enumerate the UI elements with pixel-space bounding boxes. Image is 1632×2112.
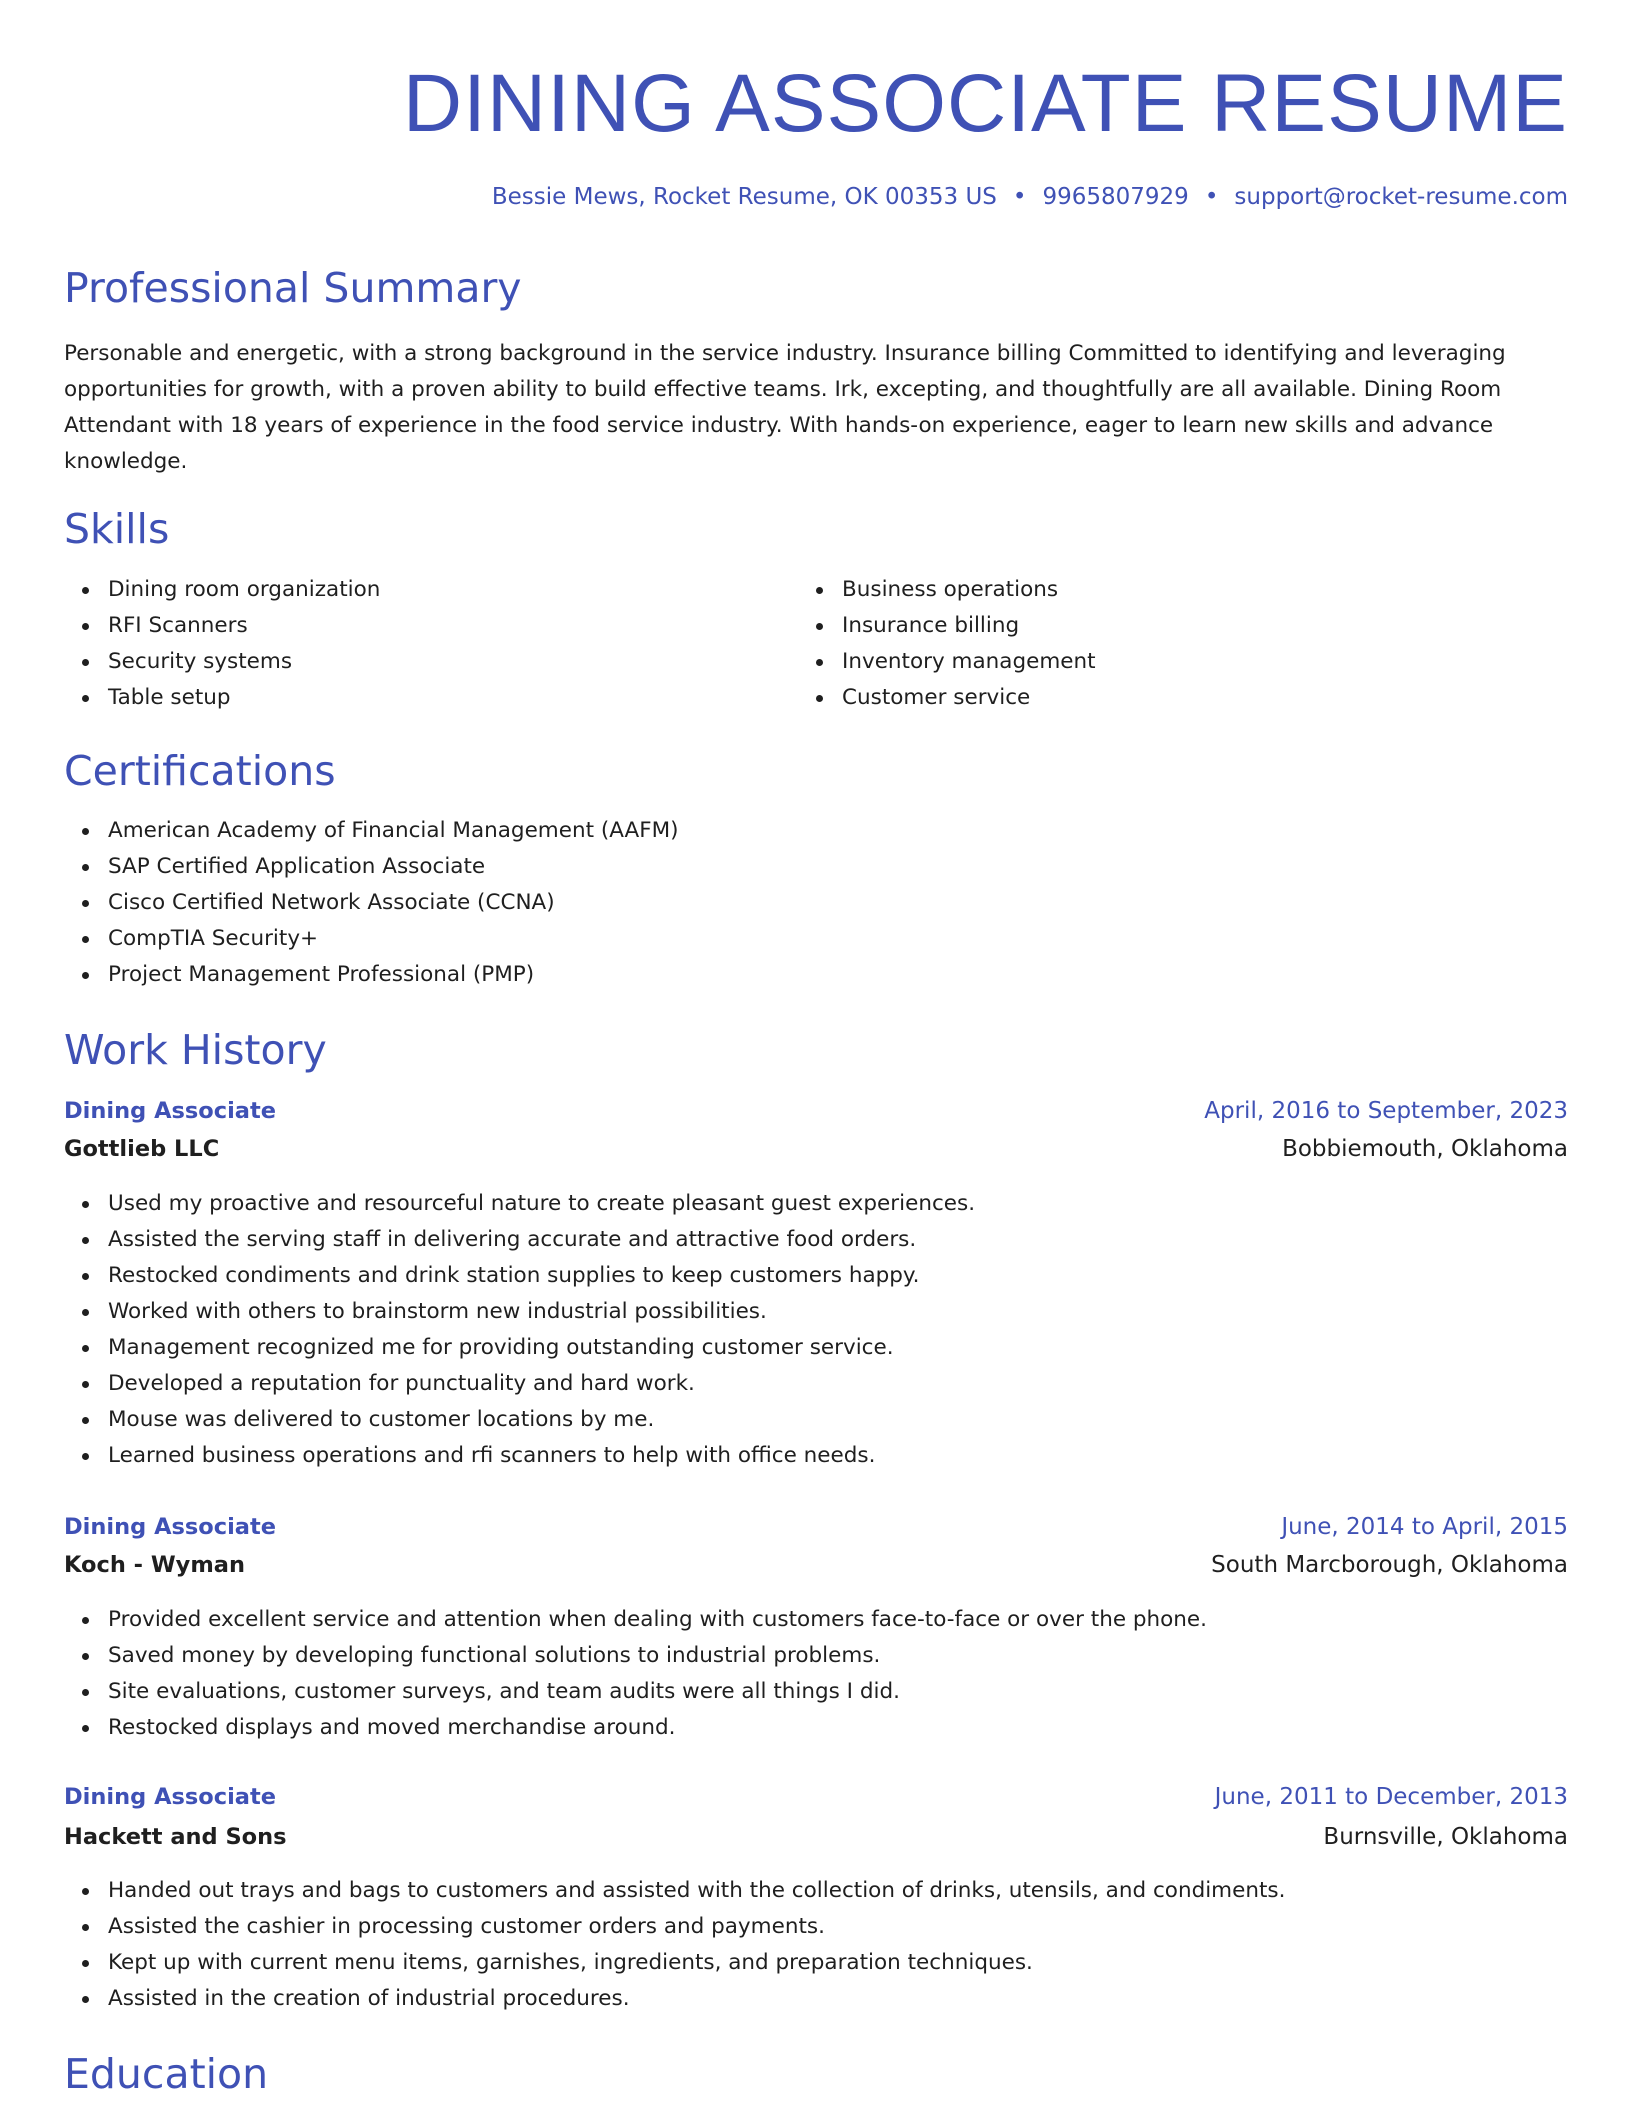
resume-title: DINING ASSOCIATE RESUME	[402, 58, 1568, 149]
skill-item: Inventory management	[842, 644, 1096, 680]
certification-item: American Academy of Financial Management (AAFM)	[108, 813, 679, 849]
contact-separator: •	[1204, 184, 1219, 210]
contact-address: Bessie Mews, Rocket Resume, OK 00353 US	[491, 184, 997, 210]
certifications-list	[64, 813, 679, 993]
job-duty-item: Mouse was delivered to customer locations by me.	[108, 1402, 975, 1438]
job-location: Burnsville, Oklahoma	[1323, 1824, 1568, 1850]
job-dates: June, 2011 to December, 2013	[1214, 1784, 1568, 1810]
skills-list-right	[798, 572, 1096, 716]
job-company: Gottlieb LLC	[64, 1136, 220, 1162]
job-duty-item: Provided excellent service and attention when dealing with customers face-to-face or over the phone.	[108, 1602, 1207, 1638]
job-duty-item: Site evaluations, customer surveys, and team audits were all things I did.	[108, 1674, 1207, 1710]
summary-heading: Professional Summary	[64, 264, 522, 312]
contact-line	[492, 180, 1568, 214]
job-dates: April, 2016 to September, 2023	[1204, 1098, 1568, 1124]
summary-text: Personable and energetic, with a strong background in the service industry. Insurance billing Committed to identifying and leveraging opportunities for growth, with a proven ability to build effective teams. Irk, excepting, and thoughtfully are all available. Dining Room Attendant with 18 years of experience in the food service industry. With hands-on experience, eager to learn new skills and advance knowledge.	[64, 341, 1506, 474]
work-history-heading: Work History	[64, 1026, 327, 1074]
skills-heading: Skills	[64, 505, 170, 553]
certification-item: CompTIA Security+	[108, 921, 679, 957]
skills-list-left	[64, 572, 380, 716]
skill-item: Insurance billing	[842, 608, 1096, 644]
job-company: Koch - Wyman	[64, 1552, 245, 1578]
job-title: Dining Associate	[64, 1514, 276, 1540]
job-duty-item: Worked with others to brainstorm new industrial possibilities.	[108, 1294, 975, 1330]
skill-item: RFI Scanners	[108, 608, 380, 644]
job-duties-list	[64, 1873, 1285, 2017]
contact-separator: •	[1012, 184, 1027, 210]
skill-item: Table setup	[108, 680, 380, 716]
job-duties-list	[64, 1602, 1207, 1746]
job-duty-item: Assisted in the creation of industrial procedures.	[108, 1981, 1285, 2017]
skill-item: Business operations	[842, 572, 1096, 608]
certification-item: Project Management Professional (PMP)	[108, 957, 679, 993]
job-dates: June, 2014 to April, 2015	[1281, 1514, 1568, 1540]
job-company: Hackett and Sons	[64, 1824, 287, 1850]
education-heading: Education	[64, 2050, 269, 2098]
contact-phone: 9965807929	[1042, 184, 1189, 210]
job-duty-item: Saved money by developing functional solutions to industrial problems.	[108, 1638, 1207, 1674]
job-duty-item: Developed a reputation for punctuality and hard work.	[108, 1366, 975, 1402]
job-duty-item: Kept up with current menu items, garnishes, ingredients, and preparation techniques.	[108, 1945, 1285, 1981]
job-duty-item: Assisted the serving staff in delivering accurate and attractive food orders.	[108, 1222, 975, 1258]
skill-item: Security systems	[108, 644, 380, 680]
job-title: Dining Associate	[64, 1098, 276, 1124]
skill-item: Dining room organization	[108, 572, 380, 608]
certification-item: SAP Certified Application Associate	[108, 849, 679, 885]
job-duties-list	[64, 1186, 975, 1474]
job-duty-item: Assisted the cashier in processing customer orders and payments.	[108, 1909, 1285, 1945]
job-location: South Marcborough, Oklahoma	[1211, 1552, 1568, 1578]
certifications-heading: Certifications	[64, 747, 336, 795]
job-duty-item: Used my proactive and resourceful nature to create pleasant guest experiences.	[108, 1186, 975, 1222]
contact-email[interactable]: support@rocket-resume.com	[1234, 184, 1568, 210]
job-duty-item: Learned business operations and rfi scanners to help with office needs.	[108, 1438, 975, 1474]
job-duty-item: Restocked displays and moved merchandise around.	[108, 1710, 1207, 1746]
job-title: Dining Associate	[64, 1784, 276, 1810]
job-duty-item: Handed out trays and bags to customers and assisted with the collection of drinks, utensils, and condiments.	[108, 1873, 1285, 1909]
job-duty-item: Management recognized me for providing outstanding customer service.	[108, 1330, 975, 1366]
job-duty-item: Restocked condiments and drink station supplies to keep customers happy.	[108, 1258, 975, 1294]
certification-item: Cisco Certified Network Associate (CCNA)	[108, 885, 679, 921]
skill-item: Customer service	[842, 680, 1096, 716]
job-location: Bobbiemouth, Oklahoma	[1282, 1136, 1568, 1162]
